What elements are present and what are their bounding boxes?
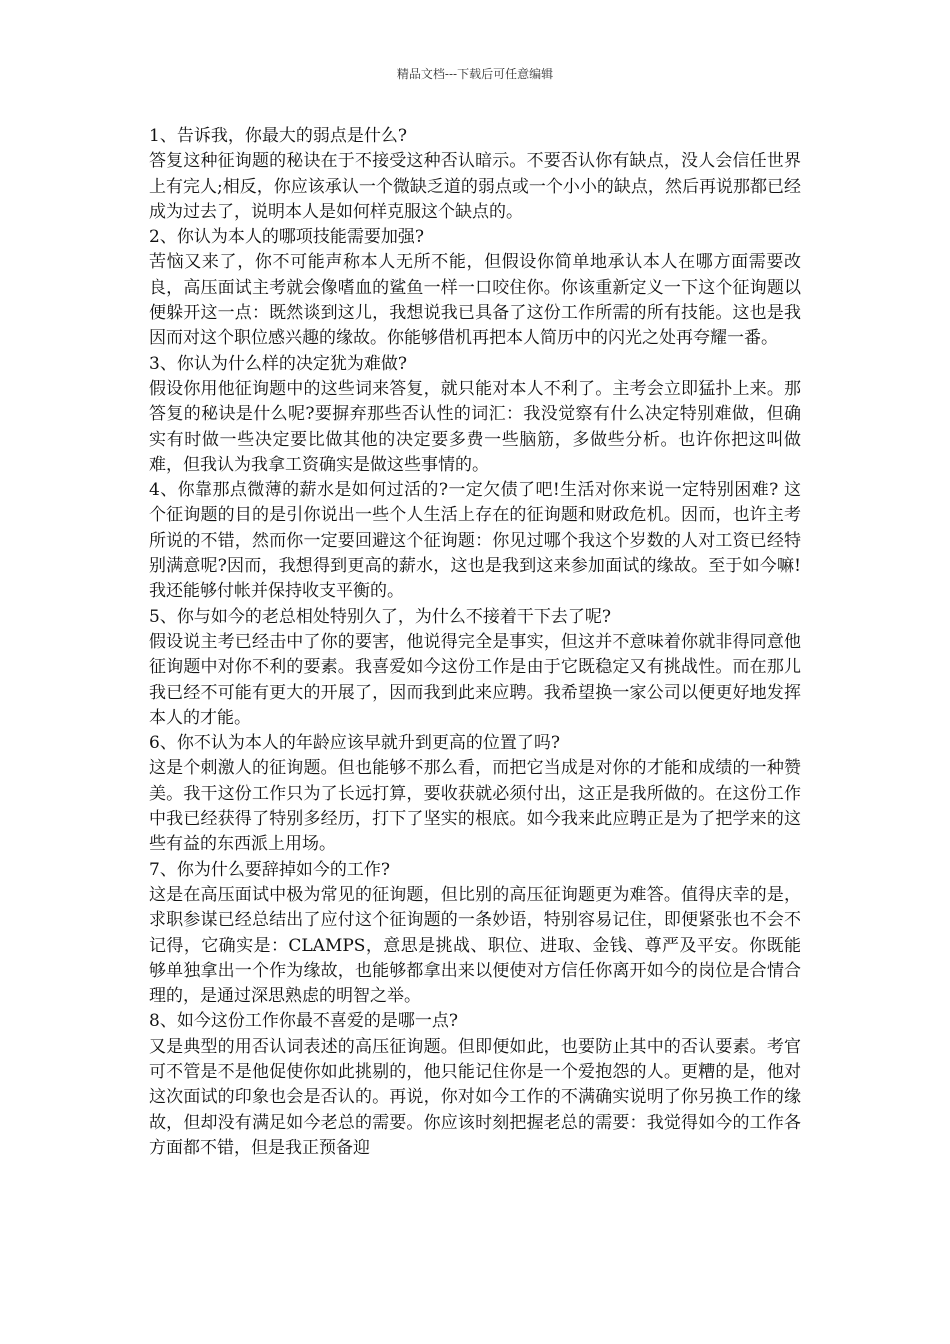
answer-2: 苦恼又来了，你不可能声称本人无所不能，但假设你简单地承认本人在哪方面需要改良，高压面试主考就会像嗜血的鲨鱼一样一口咬住你。你该重新定义一下这个征询题以便躲开这一点：既然谈到这儿，我想说我已具备了这份工作所需的所有技能。这也是我因而对这个职位感兴趣的缘故。你能够借机再把本人简历中的闪光之处再夸耀一番。 [149, 252, 801, 349]
answer-1: 答复这种征询题的秘诀在于不接受这种否认暗示。不要否认你有缺点，没人会信任世界上有完人;相反，你应该承认一个微缺乏道的弱点或一个小小的缺点，然后再说那都已经成为过去了，说明本人是如何样克服这个缺点的。 [149, 151, 801, 222]
question-5: 5、你与如今的老总相处特别久了，为什么不接着干下去了呢? [149, 606, 611, 627]
page-header: 精品文档---下载后可任意编辑 [396, 67, 554, 81]
question-1: 1、告诉我，你最大的弱点是什么? [149, 126, 407, 146]
question-answer-4: 4、你靠那点微薄的薪水是如何过活的?一定欠债了吧!生活对你来说一定特别困难? 这个征询题的目的是引你说出一些个人生活上存在的征询题和财政危机。因而，也许主考所说的不错，然而你一定要回避这个征询题：你见过哪个我这个岁数的人对工资已经特别满意呢?因而，我想得到更高的薪水，这也是我到这来参加面试的缘故。至于如今嘛!我还能够付帐并保持收支平衡的。 [149, 480, 801, 602]
question-6: 6、你不认为本人的年龄应该早就升到更高的位置了吗? [149, 733, 560, 754]
question-7: 7、你为什么要辞掉如今的工作? [149, 859, 390, 880]
question-8: 8、如今这份工作你最不喜爱的是哪一点? [149, 1011, 458, 1032]
answer-3: 假设你用他征询题中的这些词来答复，就只能对本人不利了。主考会立即猛扑上来。那答复的秘诀是什么呢?要摒弃那些否认性的词汇：我没觉察有什么决定特别难做，但确实有时做一些决定要比做其他的决定要多费一些脑筋，多做些分析。也许你把这叫做难，但我认为我拿工资确实是做这些事情的。 [149, 378, 801, 475]
answer-5: 假设说主考已经击中了你的要害，他说得完全是事实，但这并不意味着你就非得同意他征询题中对你不利的要素。我喜爱如今这份工作是由于它既稳定又有挑战性。而在那儿我已经不可能有更大的开展了，因而我到此来应聘。我希望换一家公司以便更好地发挥本人的才能。 [149, 631, 801, 728]
question-2: 2、你认为本人的哪项技能需要加强? [149, 227, 424, 248]
question-3: 3、你认为什么样的决定犹为难做? [149, 353, 407, 374]
answer-6: 这是个刺激人的征询题。但也能够不那么看，而把它当成是对你的才能和成绩的一种赞美。我干这份工作只为了长远打算，要收获就必须付出，这正是我所做的。在这份工作中我已经获得了特别多经历，打下了坚实的根底。如今我来此应聘正是为了把学来的这些有益的东西派上用场。 [149, 758, 801, 855]
answer-8: 又是典型的用否认词表述的高压征询题。但即便如此，也要防止其中的否认要素。考官可不管是不是他促使你如此挑剔的，他只能记住你是一个爱抱怨的人。更糟的是，他对这次面试的印象也会是否认的。再说，你对如今工作的不满确实说明了你另换工作的缘故，但却没有满足如今老总的需要。你应该时刻把握老总的需要：我觉得如今的工作各方面都不错，但是我正预备迎 [149, 1036, 801, 1158]
document-body [149, 124, 801, 1161]
answer-7: 这是在高压面试中极为常见的征询题，但比别的高压征询题更为难答。值得庆幸的是，求职参谋已经总结出了应付这个征询题的一条妙语，特别容易记住，即便紧张也不会不记得，它确实是：CLAMPS，意思是挑战、职位、进取、金钱、尊严及平安。你既能够单独拿出一个作为缘故，也能够都拿出来以便使对方信任你离开如今的岗位是合情合理的，是通过深思熟虑的明智之举。 [149, 884, 801, 1007]
